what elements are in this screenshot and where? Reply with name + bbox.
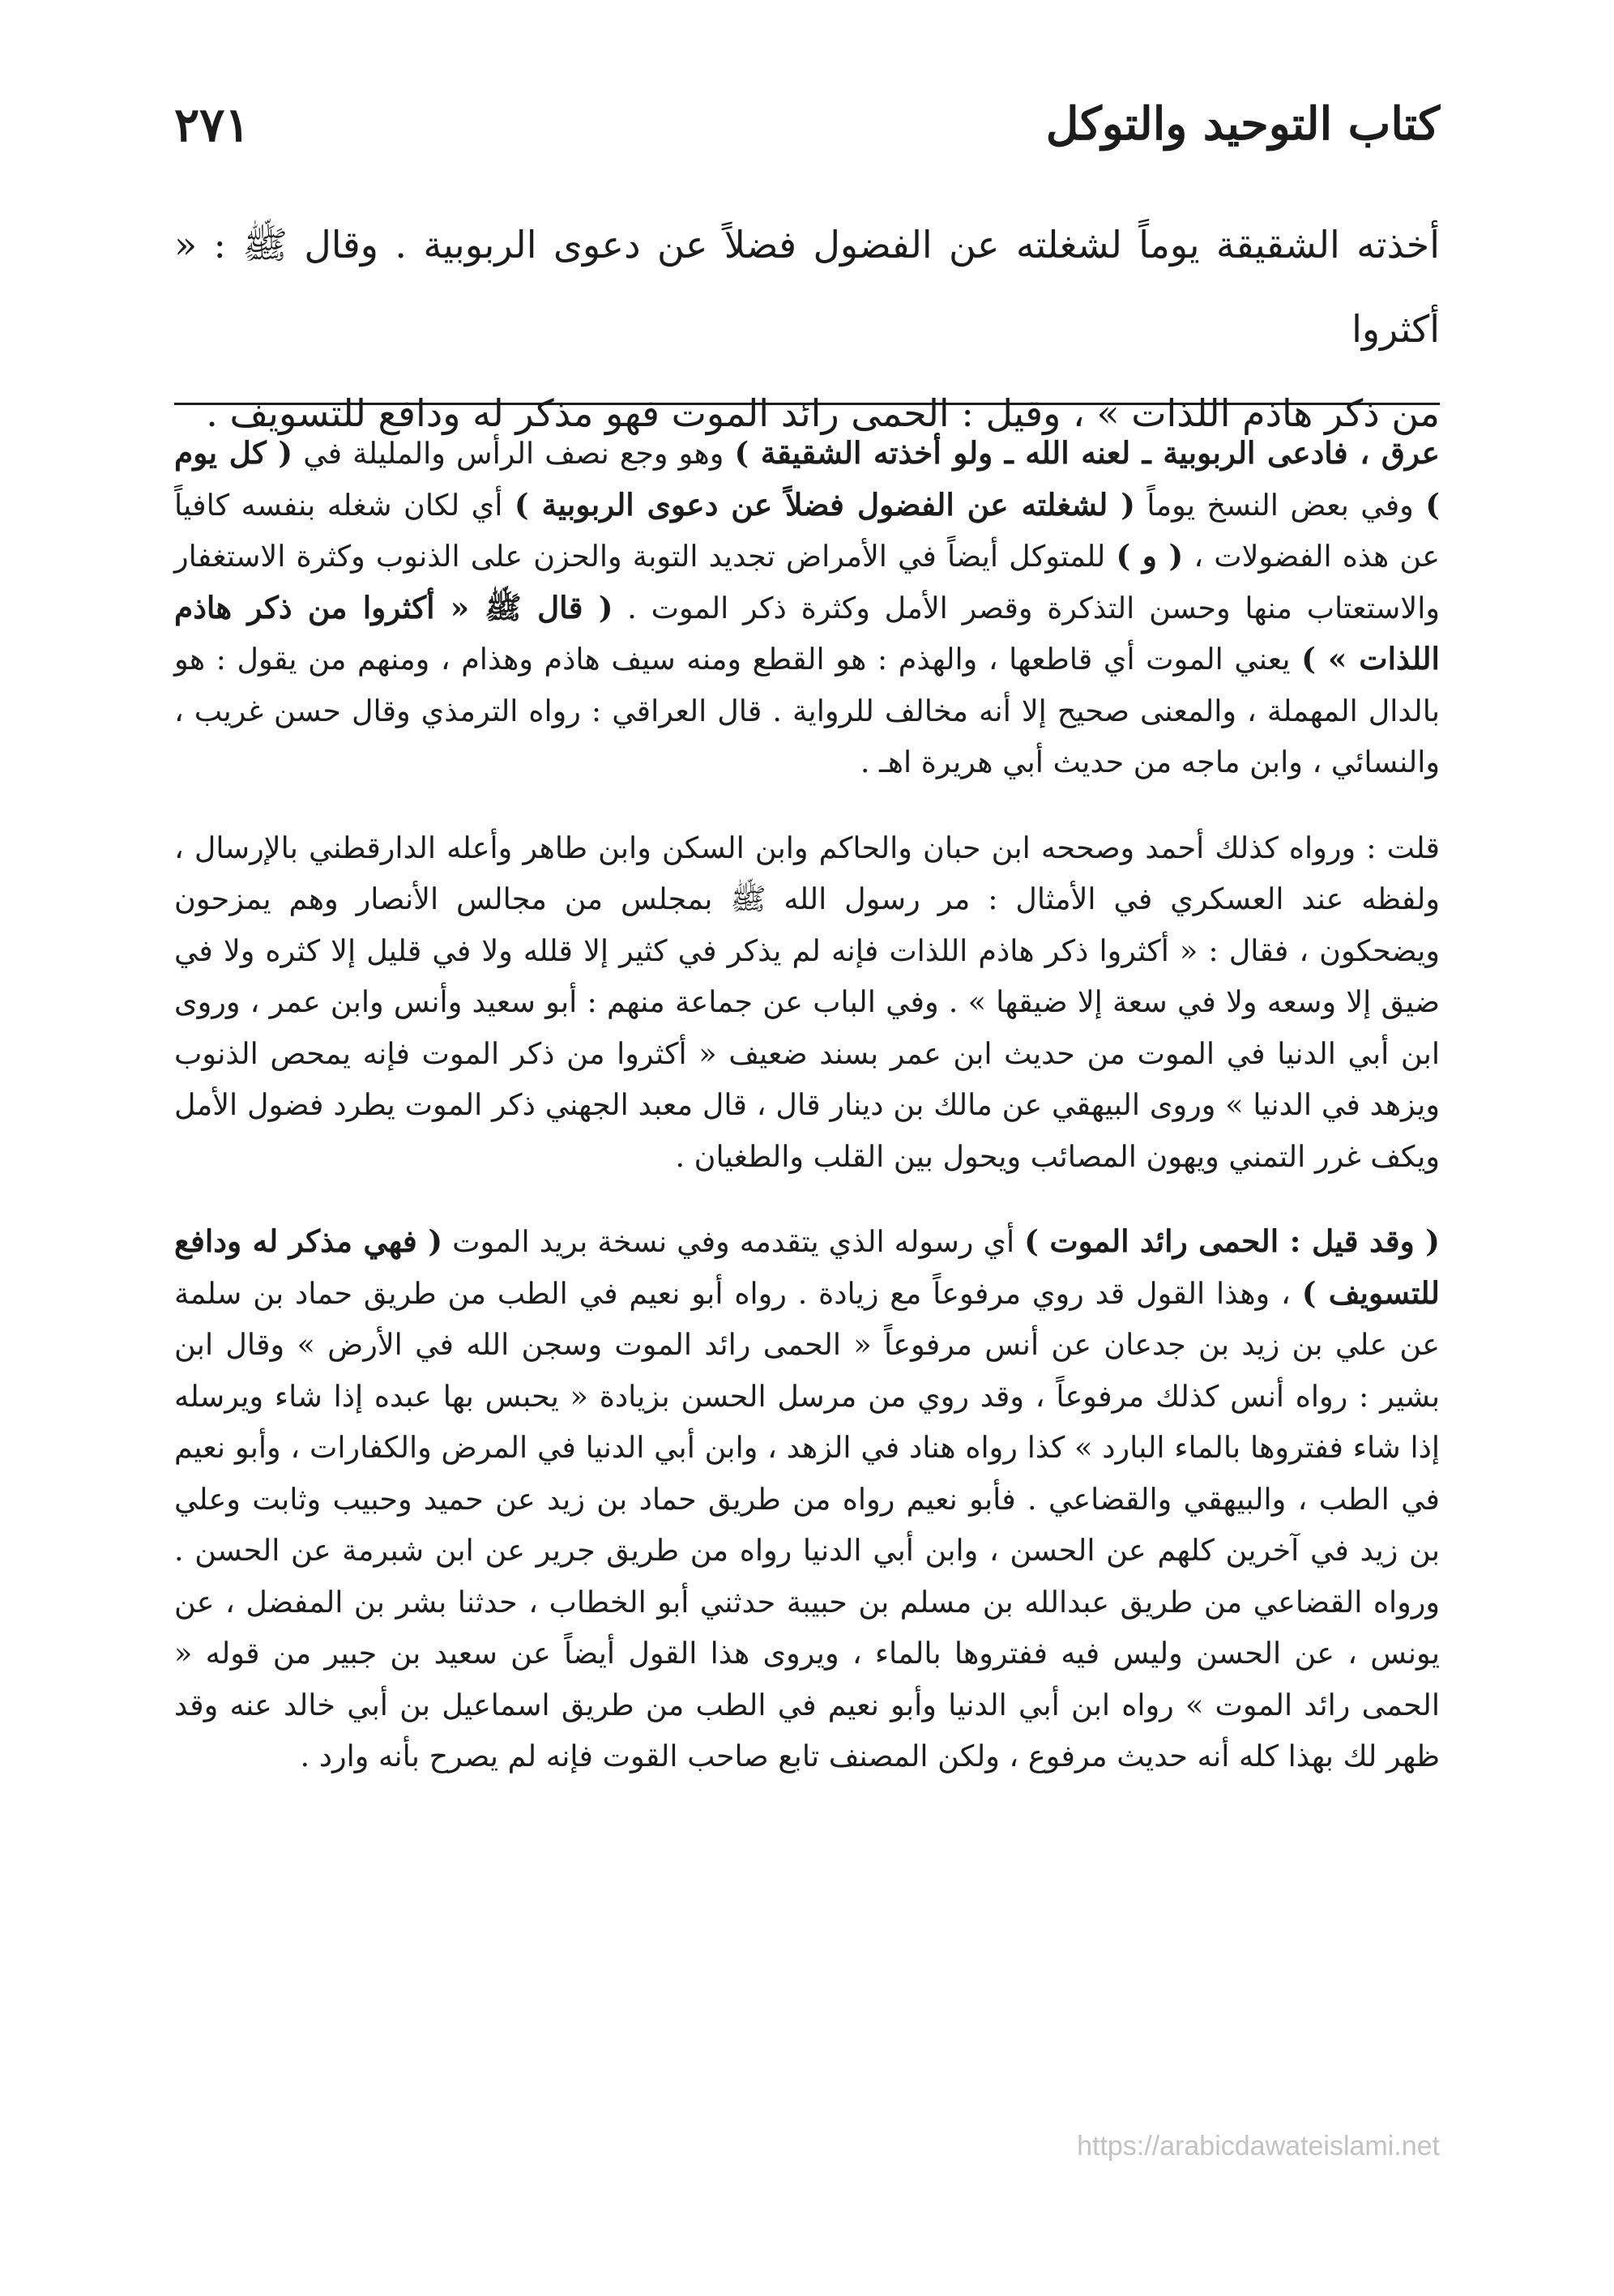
commentary-text: ، وهذا القول قد روي مرفوعاً مع زيادة . رواه أبو نعيم في الطب من طريق حماد بن سلمة عن علي بن زيد بن جدعان عن أنس مرفوعاً « الحمى رائد الموت وسجن الله في الأرض » وقال ابن بشير : رواه أنس كذلك مرفوعاً ، وقد روي من مرسل الحسن بزيادة « يحبس بها عبده إذا شاء ويرسله إذا شاء ففتروها بالماء البارد » كذا رواه هناد في الزهد ، وابن أبي الدنيا في المرض والكفارات ، وأبو نعيم في الطب ، والبيهقي والقضاعي . فأبو نعيم رواه من طريق حماد بن زيد عن حميد وحبيب وثابت وعلي بن زيد في آخرين كلهم عن الحسن ، وابن أبي الدنيا رواه من طريق جرير عن ابن شبرمة عن الحسن . ورواه القضاعي من طريق عبدالله بن مسلم بن حبيبة حدثني أبو الخطاب ، حدثنا بشر بن المفضل ، عن يونس ، عن الحسن وليس فيه ففتروها بالماء ، ويروى هذا القول أيضاً عن سعيد بن جبير من قوله « الحمى رائد الموت » رواه ابن أبي الدنيا وأبو نعيم في الطب من طريق اسماعيل بن أبي خالد عنه وقد ظهر لك بهذا كله أنه حديث مرفوع ، ولكن المصنف تابع صاحب القوت فإنه لم يصرح بأنه وارد .: [174, 1275, 1440, 1773]
commentary-text: وفي بعض النسخ يوماً: [1134, 487, 1426, 523]
separator-rule: [174, 403, 1440, 405]
main-text-line-2: من ذكر هاذم اللذات » ، وقيل : الحمى رائد الموت فهو مذكر له ودافع للتسويف .: [206, 391, 1440, 435]
commentary-text: وهو وجع نصف الرأس والمليلة في: [292, 436, 735, 471]
commentary-paragraph-3: [174, 1216, 1440, 1782]
commentary-text: يعني الموت أي قاطعها ، والهذم : هو القطع ومنه سيف هاذم وهذام ، ومنهم من يقول : هو بالدال المهملة ، والمعنى صحيح إلا أنه مخالف للرواية . قال العراقي : رواه الترمذي وقال حسن غريب ، والنسائي ، وابن ماجه من حديث أبي هريرة اهـ .: [174, 642, 1440, 779]
quoted-main-text: ( كل يوم ): [174, 435, 1440, 523]
book-title: كتاب التوحيد والتوكل: [1045, 97, 1440, 151]
page-number: ٢٧١: [174, 97, 250, 152]
commentary: [174, 428, 1440, 1782]
commentary-text: أي رسوله الذي يتقدمه وفي نسخة بريد الموت: [442, 1224, 1025, 1259]
commentary-text: أي لكان شغله بنفسه كافياً عن هذه الفضولات ،: [174, 487, 1440, 574]
page-header: [174, 97, 1440, 162]
quoted-main-text: ( فهي مذكر له ودافع للتسويف ): [174, 1223, 1440, 1311]
source-watermark: https://arabicdawateislami.net: [1077, 2131, 1440, 2162]
main-text-line-1: أخذته الشقيقة يوماً لشغلته عن الفضول فضلاً عن دعوى الربوبية . وقال ﷺ : « أكثروا: [174, 223, 1440, 351]
quoted-main-text: ( و ): [1116, 538, 1184, 574]
quoted-main-text: ( لشغلته عن الفضول فضلاً عن دعوى الربوبية ): [514, 486, 1135, 523]
quoted-main-text: ( قال ﷺ « أكثروا من ذكر هاذم اللذات » ): [174, 589, 1440, 676]
main-text: [174, 203, 1440, 455]
commentary-paragraph-2: قلت : ورواه كذلك أحمد وصححه ابن حبان والحاكم وابن السكن وابن طاهر وأعله الدارقطني بالإرسال ، ولفظه عند العسكري في الأمثال : مر رسول الله ﷺ بمجلس من مجالس الأنصار وهم يمزحون ويضحكون ، فقال : « أكثروا ذكر هاذم اللذات فإنه لم يذكر في كثير إلا قلله ولا في قليل إلا كثره ولا في ضيق إلا وسعه ولا في سعة إلا ضيقها » . وفي الباب عن جماعة منهم : أبو سعيد وأنس وابن عمر ، وروى ابن أبي الدنيا في الموت من حديث ابن عمر بسند ضعيف « أكثروا من ذكر الموت فإنه يمحص الذنوب ويزهد في الدنيا » وروى البيهقي عن مالك بن دينار قال ، قال معبد الجهني ذكر الموت يطرد فضول الأمل ويكف غرر التمني ويهون المصائب ويحول بين القلب والطغيان .: [174, 830, 1440, 1174]
quoted-main-text: ( وقد قيل : الحمى رائد الموت ): [1024, 1223, 1440, 1259]
commentary-text: للمتوكل أيضاً في الأمراض تجديد التوبة والحزن على الذنوب وكثرة الاستغفار والاستعتاب منها وحسن التذكرة وقصر الأمل وكثرة ذكر الموت .: [174, 539, 1440, 625]
quoted-main-text: عرق ، فادعى الربوبية ـ لعنه الله ـ ولو أخذته الشقيقة ): [734, 435, 1441, 471]
commentary-paragraph-1: [174, 428, 1440, 788]
